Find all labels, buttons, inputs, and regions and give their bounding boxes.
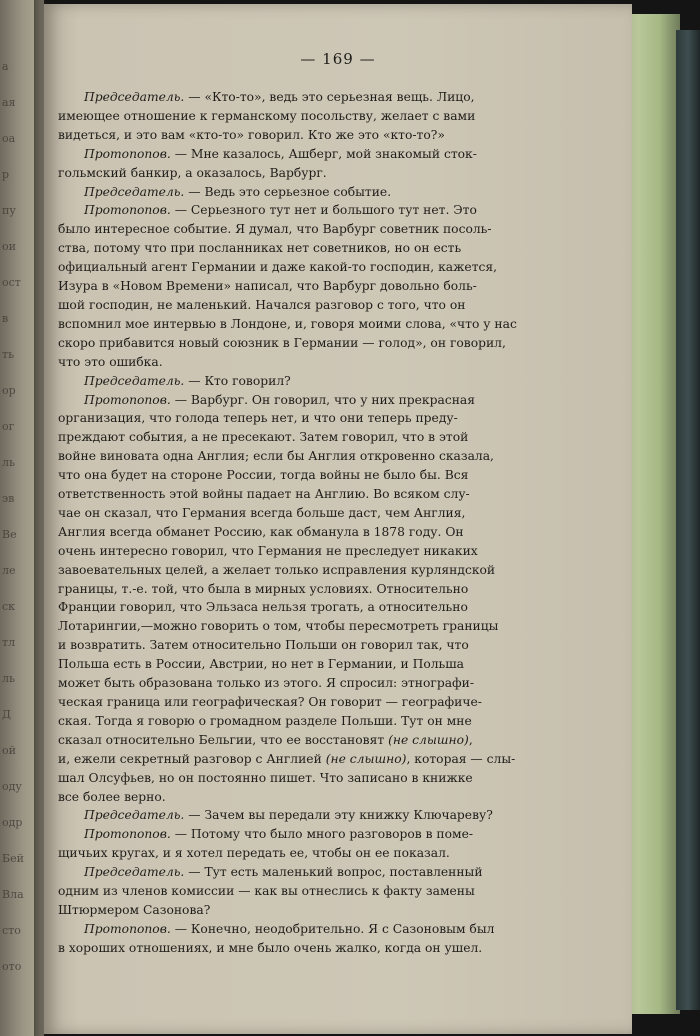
text-line: [58, 561, 580, 580]
italic-text: Протопопов.: [84, 146, 171, 161]
left-page-fragment: ть: [2, 348, 15, 361]
text-line: [58, 712, 580, 731]
text-run: Франции говорил, что Эльзаса нельзя трогать, а относительно: [58, 600, 468, 615]
text-run: одним из членов комиссии — как вы отнеслись к факту замены: [58, 884, 475, 899]
text-run: — «Кто-то», ведь это серьезная вещь. Лицо,: [184, 90, 475, 104]
text-line: [58, 920, 580, 939]
text-line: [58, 939, 580, 958]
italic-text: Протопопов.: [84, 392, 171, 407]
text-line: [58, 806, 580, 825]
left-page-fragment: ои: [2, 240, 16, 253]
text-run: — Серьезного тут нет и большого тут нет. Это: [170, 203, 477, 218]
text-line: [58, 882, 580, 901]
text-line: [58, 447, 580, 466]
text-run: ская. Тогда я говорю о громадном разделе Польши. Тут он мне: [58, 713, 472, 728]
text-run: шой господин, не маленький. Начался разговор с того, что он: [58, 297, 466, 312]
text-line: [58, 353, 580, 372]
text-run: ства, потому что при посланниках нет советников, но он есть: [58, 241, 462, 256]
text-line: [58, 769, 580, 788]
text-run: ческая граница или географическая? Он говорит — географиче-: [58, 695, 482, 709]
text-line: [58, 788, 580, 807]
text-run: официальный агент Германии и даже какой-то господин, кажется,: [58, 260, 498, 275]
italic-text: Протопопов.: [84, 827, 171, 842]
text-run: Польша есть в России, Австрии, но нет в Германии, и Польша: [58, 657, 464, 672]
text-run: войне виновата одна Англия; если бы Англия откровенно сказала,: [58, 449, 494, 464]
text-line: [58, 580, 580, 599]
left-page-fragment: Вла: [2, 888, 24, 901]
text-run: — Потому что было много разговоров в поме-: [170, 827, 474, 842]
text-run: — Тут есть маленький вопрос, поставленный: [184, 865, 483, 880]
text-line: [58, 504, 580, 523]
left-page-fragment: a: [2, 60, 9, 73]
text-run: — Зачем вы передали эту книжку Ключареву?: [184, 808, 493, 823]
text-run: гольмский банкир, а оказалось, Варбург.: [58, 165, 327, 180]
left-page-fragment: ор: [2, 384, 16, 397]
text-line: [58, 183, 580, 202]
left-page-fragment: p: [2, 168, 10, 181]
text-run: Штюрмером Сазонова?: [58, 902, 211, 917]
text-line: [58, 863, 580, 882]
text-line: [58, 731, 580, 750]
left-page-fragment: пу: [2, 204, 16, 217]
text-line: [58, 598, 580, 617]
book-page: [44, 4, 632, 1034]
left-page-fragment: Бей: [2, 852, 24, 865]
text-line: [58, 485, 580, 504]
text-run: — Мне казалось, Ашберг, мой знакомый сток-: [170, 146, 477, 161]
italic-text: Председатель.: [84, 90, 185, 104]
italic-text: Председатель.: [84, 184, 185, 199]
text-line: [58, 674, 580, 693]
text-line: [58, 201, 580, 220]
left-page-fragment: ск: [2, 600, 16, 613]
italic-text: Председатель.: [84, 865, 185, 880]
text-line: [58, 542, 580, 561]
text-line: [58, 277, 580, 296]
text-run: может быть образована только из этого. Я спросил: этнографи-: [58, 676, 475, 691]
left-page-fragment: ая: [2, 96, 16, 109]
italic-text: Протопопов.: [84, 203, 171, 218]
text-line: [58, 466, 580, 485]
left-page-fragment: эв: [2, 492, 15, 505]
text-run: видеться, и это вам «кто-то» говорил. Кто же это «кто-то?»: [58, 127, 445, 142]
text-run: ответственность этой войны падает на Англию. Во всяком слу-: [58, 487, 470, 502]
left-page-fragment: оа: [2, 132, 16, 145]
left-page-fragment: ото: [2, 960, 22, 973]
italic-text: Председатель.: [84, 373, 185, 388]
left-page-fragment: в: [2, 312, 9, 325]
text-line: [58, 844, 580, 863]
text-run: очень интересно говорил, что Германия не преследует никаких: [58, 543, 478, 558]
left-page-fragment: тл: [2, 636, 16, 649]
italic-text: (не слышно): [388, 732, 469, 747]
text-line: [58, 825, 580, 844]
left-page-fragment: ле: [2, 564, 16, 577]
text-line: [58, 617, 580, 636]
text-line: [58, 409, 580, 428]
left-page-fragment: Д: [2, 708, 11, 721]
text-line: [58, 693, 580, 712]
italic-text: Протопопов.: [84, 921, 171, 936]
text-run: имеющее отношение к германскому посольству, желает с вами: [58, 108, 476, 123]
text-run: в хороших отношениях, и мне было очень жалко, когда он ушел.: [58, 940, 483, 955]
page-number: — 169 —: [300, 50, 376, 68]
text-run: Лотарингии,—можно говорить о том, чтобы пересмотреть границы: [58, 619, 499, 634]
text-run: — Ведь это серьезное событие.: [184, 184, 392, 199]
text-line: [58, 107, 580, 126]
text-run: скоро прибавится новый союзник в Германии — голод», он говорил,: [58, 335, 506, 350]
text-run: и, ежели секретный разговор с Англией: [58, 751, 326, 766]
text-run: организация, что голода теперь нет, и что они теперь преду-: [58, 411, 458, 426]
text-run: сказал относительно Бельгии, что ее восстановят: [58, 732, 389, 747]
italic-text: (не слышно): [325, 751, 407, 766]
left-page-fragment: ост: [2, 276, 21, 289]
text-line: [58, 750, 580, 769]
text-run: шал Олсуфьев, но он постоянно пишет. Что записано в книжке: [58, 770, 473, 785]
text-line: [58, 372, 580, 391]
text-run: — Конечно, неодобрительно. Я с Сазоновым был: [170, 921, 495, 936]
text-run: , которая — слы-: [406, 751, 516, 766]
text-line: [58, 88, 580, 107]
text-line: [58, 315, 580, 334]
left-page-fragment: ог: [2, 420, 15, 433]
page-text: [58, 88, 580, 958]
text-line: [58, 636, 580, 655]
left-page-fragment: одр: [2, 816, 23, 829]
text-run: щичьих кругах, и я хотел передать ее, чтобы он ее показал.: [58, 846, 450, 861]
text-run: границы, т.-е. той, что была в мирных условиях. Относительно: [58, 581, 469, 596]
left-page-fragment: оду: [2, 780, 22, 793]
text-line: [58, 334, 580, 353]
text-run: что она будет на стороне России, тогда войны не было бы. Вся: [58, 468, 469, 483]
text-run: Англия всегда обманет Россию, как обманула в 1878 году. Он: [58, 524, 464, 539]
text-line: [58, 258, 580, 277]
text-run: вспомнил мое интервью в Лондоне, и, говоря моими слова, «что у нас: [58, 316, 517, 331]
text-run: преждают события, а не пресекают. Затем говорил, что в этой: [58, 430, 469, 445]
text-run: было интересное событие. Я думал, что Варбург советник посоль-: [58, 222, 492, 237]
left-page-fragment: ль: [2, 456, 15, 469]
text-line: [58, 655, 580, 674]
text-run: завоевательных целей, а желает только исправления курляндской: [58, 562, 496, 577]
left-page-fragment: сто: [2, 924, 21, 937]
text-run: и возвратить. Затем относительно Польши он говорил так, что: [58, 638, 469, 653]
text-run: Изура в «Новом Времени» написал, что Варбург довольно боль-: [58, 279, 477, 294]
text-run: чае он сказал, что Германия всегда больше даст, чем Англия,: [58, 505, 466, 520]
left-page-fragment: ой: [2, 744, 16, 757]
text-run: ,: [468, 732, 473, 747]
left-page-fragment: Ве: [2, 528, 17, 541]
text-line: [58, 901, 580, 920]
text-line: [58, 296, 580, 315]
text-line: [58, 145, 580, 164]
left-page-fragment: ль: [2, 672, 15, 685]
text-line: [58, 126, 580, 145]
text-run: все более верно.: [58, 789, 166, 804]
book-cover-edge: [676, 30, 700, 1010]
text-line: [58, 391, 580, 410]
text-run: — Кто говорил?: [184, 373, 291, 388]
text-line: [58, 428, 580, 447]
text-line: [58, 164, 580, 183]
text-line: [58, 220, 580, 239]
text-line: [58, 523, 580, 542]
text-run: что это ошибка.: [58, 354, 163, 369]
text-run: — Варбург. Он говорил, что у них прекрасная: [170, 392, 475, 407]
text-line: [58, 239, 580, 258]
italic-text: Председатель.: [84, 808, 185, 823]
